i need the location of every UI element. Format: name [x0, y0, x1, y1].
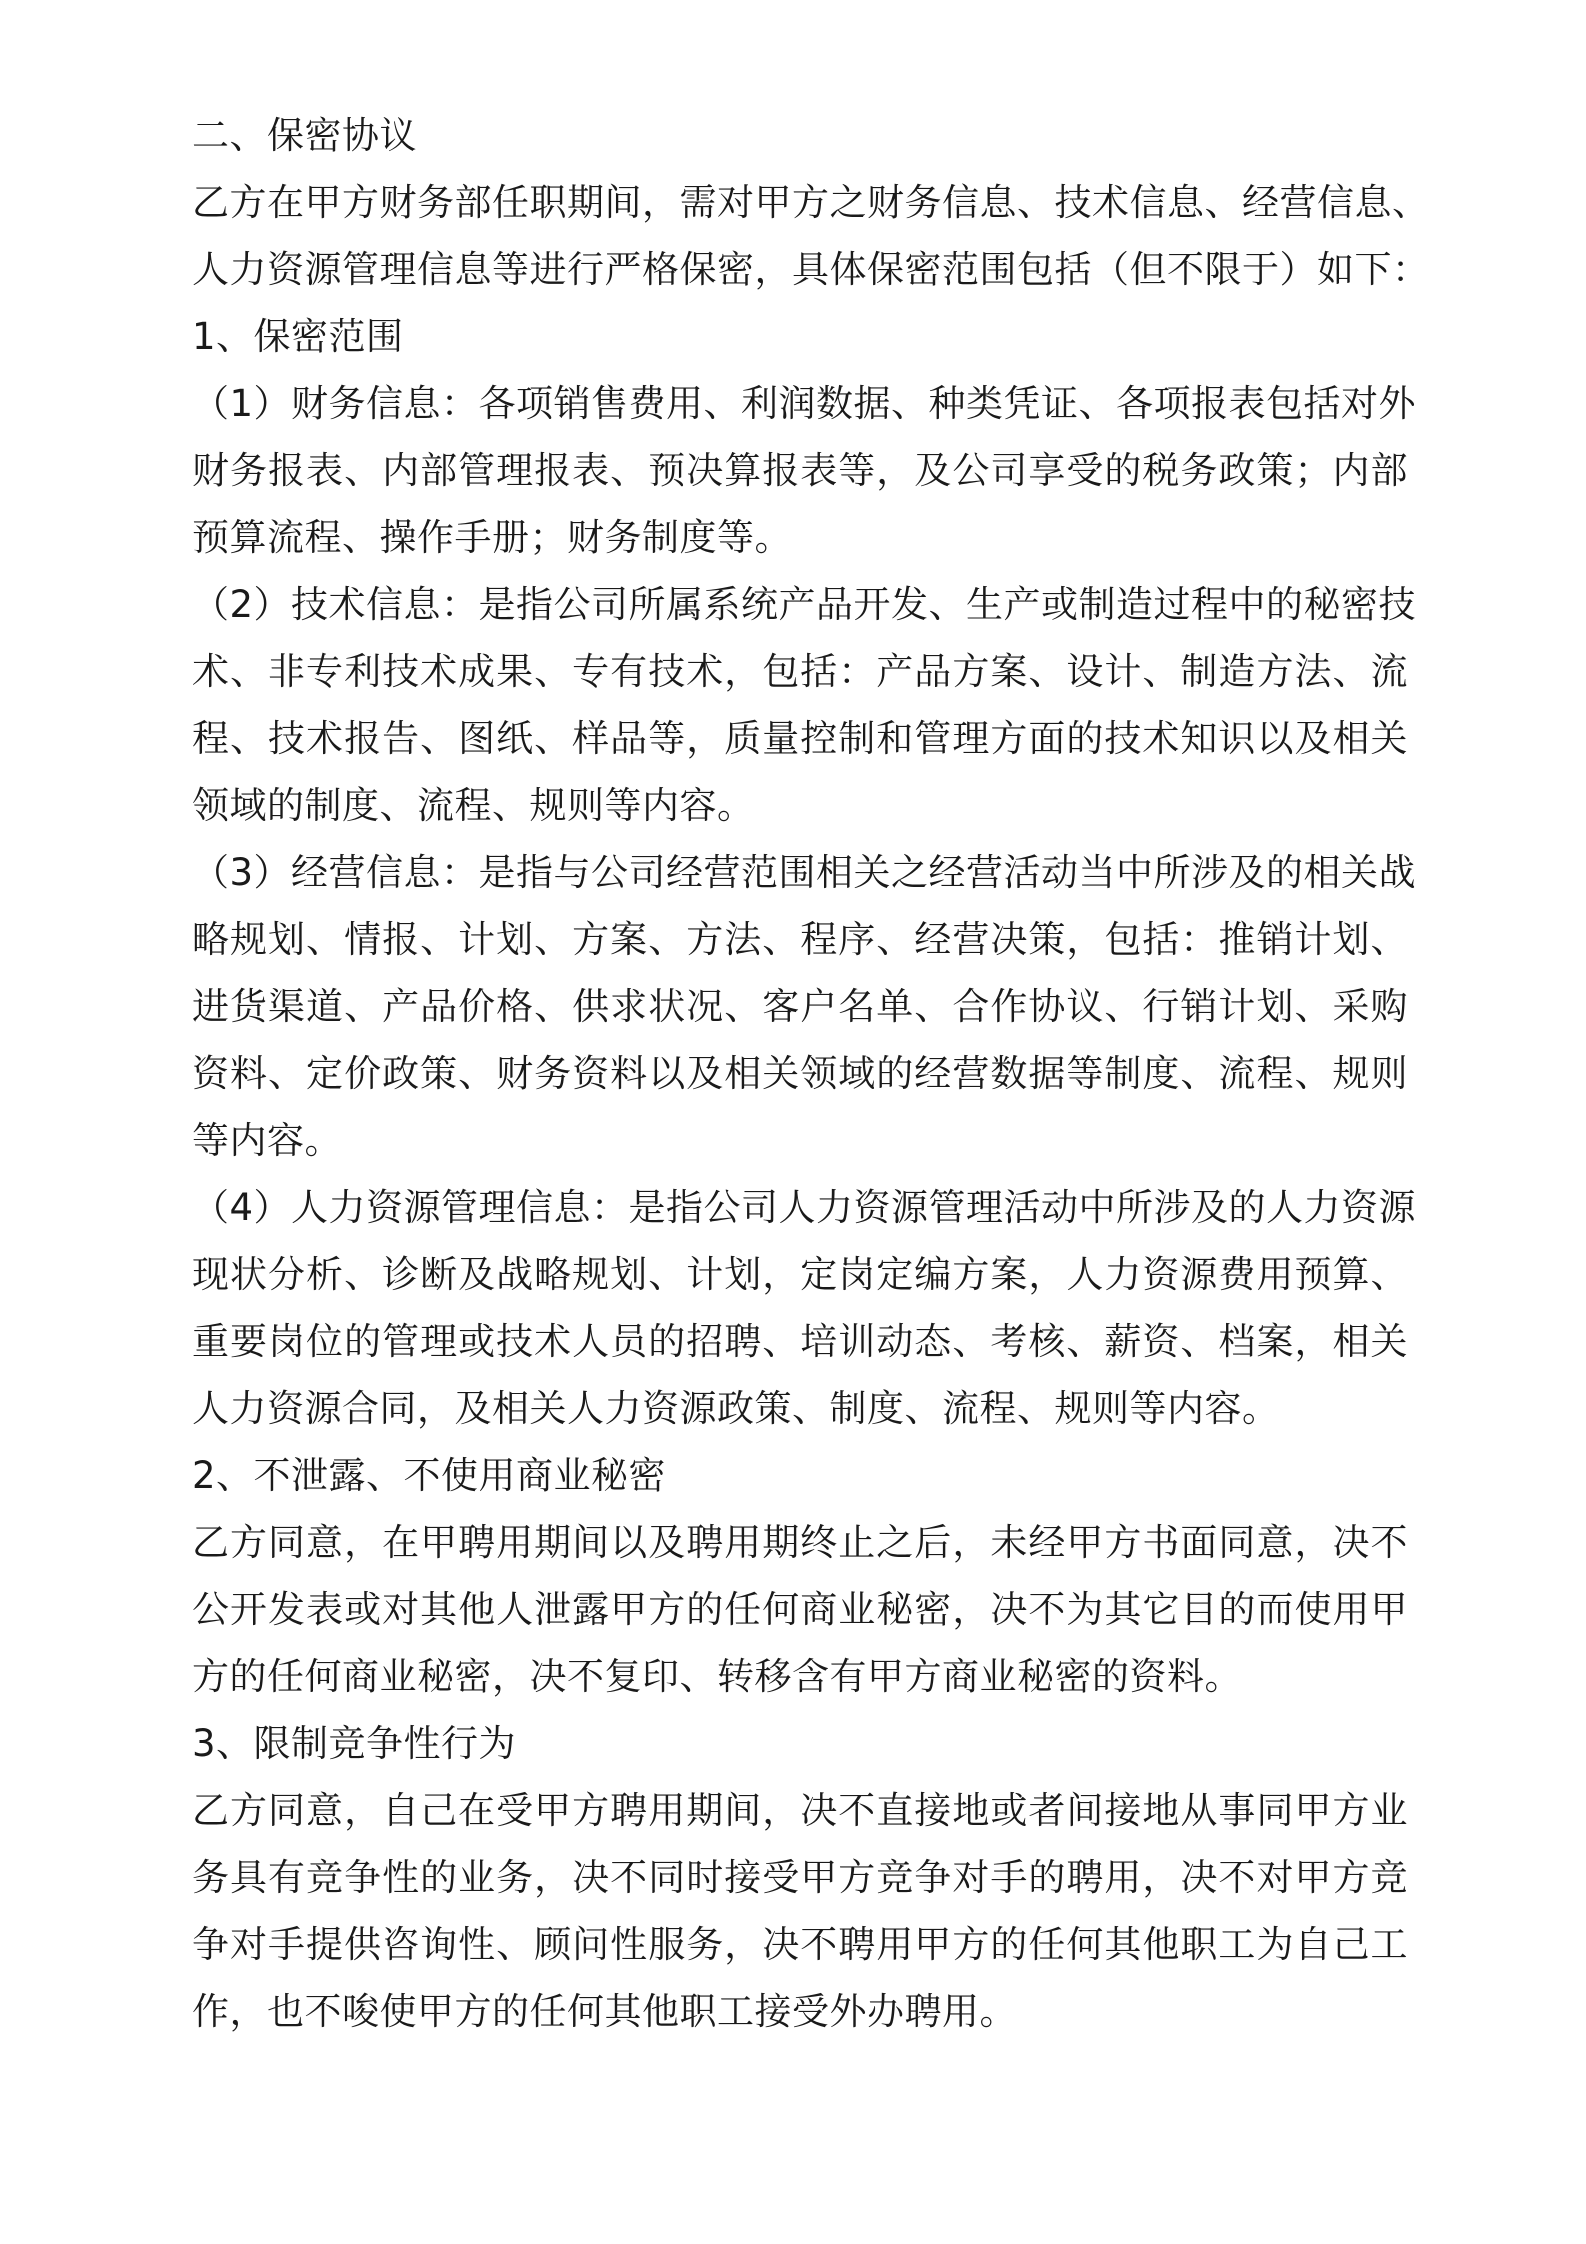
intro-line: 人力资源管理信息等进行严格保密，具体保密范围包括（但不限于）如下：: [192, 248, 1430, 291]
body-line: 公开发表或对其他人泄露甲方的任何商业秘密，决不为其它目的而使用甲: [192, 1588, 1408, 1631]
body-line: 乙方同意，在甲聘用期间以及聘用期终止之后，未经甲方书面同意，决不: [192, 1521, 1408, 1564]
item-line: 术、非专利技术成果、专有技术，包括：产品方案、设计、制造方法、流: [192, 650, 1408, 693]
section-3-body: [192, 1777, 1408, 2045]
item-line: 预算流程、操作手册；财务制度等。: [192, 516, 792, 559]
item-line: 领域的制度、流程、规则等内容。: [192, 784, 755, 827]
item-line: （4）人力资源管理信息：是指公司人力资源管理活动中所涉及的人力资源: [192, 1186, 1417, 1229]
document-page: [192, 102, 1430, 2045]
section-2-title: 2、不泄露、不使用商业秘密: [192, 1454, 667, 1497]
item-line: 财务报表、内部管理报表、预决算报表等，及公司享受的税务政策；内部: [192, 449, 1408, 492]
body-line: 方的任何商业秘密，决不复印、转移含有甲方商业秘密的资料。: [192, 1655, 1242, 1698]
item-line: 等内容。: [192, 1119, 342, 1162]
item-line: 现状分析、诊断及战略规划、计划，定岗定编方案，人力资源费用预算、: [192, 1253, 1408, 1296]
body-line: 争对手提供咨询性、顾问性服务，决不聘用甲方的任何其他职工为自己工: [192, 1923, 1408, 1966]
item-line: 程、技术报告、图纸、样品等，质量控制和管理方面的技术知识以及相关: [192, 717, 1408, 760]
item-line: 略规划、情报、计划、方案、方法、程序、经营决策，包括：推销计划、: [192, 918, 1408, 961]
item-financial-info: [192, 370, 1417, 571]
body-line: 作，也不唆使甲方的任何其他职工接受外办聘用。: [192, 1990, 1017, 2033]
item-line: （3）经营信息：是指与公司经营范围相关之经营活动当中所涉及的相关战: [192, 851, 1417, 894]
intro-line: 乙方在甲方财务部任职期间，需对甲方之财务信息、技术信息、经营信息、: [192, 181, 1430, 224]
item-line: （2）技术信息：是指公司所属系统产品开发、生产或制造过程中的秘密技: [192, 583, 1417, 626]
section-1-title: 1、保密范围: [192, 315, 404, 358]
item-line: 资料、定价政策、财务资料以及相关领域的经营数据等制度、流程、规则: [192, 1052, 1408, 1095]
body-line: 乙方同意，自己在受甲方聘用期间，决不直接地或者间接地从事同甲方业: [192, 1789, 1408, 1832]
item-line: 进货渠道、产品价格、供求状况、客户名单、合作协议、行销计划、采购: [192, 985, 1408, 1028]
intro-paragraph: [192, 169, 1430, 303]
item-business-info: [192, 839, 1417, 1174]
item-line: 人力资源合同，及相关人力资源政策、制度、流程、规则等内容。: [192, 1387, 1280, 1430]
item-line: （1）财务信息：各项销售费用、利润数据、种类凭证、各项报表包括对外: [192, 382, 1417, 425]
body-line: 务具有竞争性的业务，决不同时接受甲方竞争对手的聘用，决不对甲方竞: [192, 1856, 1408, 1899]
section-2-body: [192, 1509, 1408, 1710]
section-3-title: 3、限制竞争性行为: [192, 1722, 517, 1765]
item-hr-info: [192, 1174, 1417, 1442]
item-line: 重要岗位的管理或技术人员的招聘、培训动态、考核、薪资、档案，相关: [192, 1320, 1408, 1363]
item-technical-info: [192, 571, 1417, 839]
document-heading: 二、保密协议: [192, 114, 417, 157]
